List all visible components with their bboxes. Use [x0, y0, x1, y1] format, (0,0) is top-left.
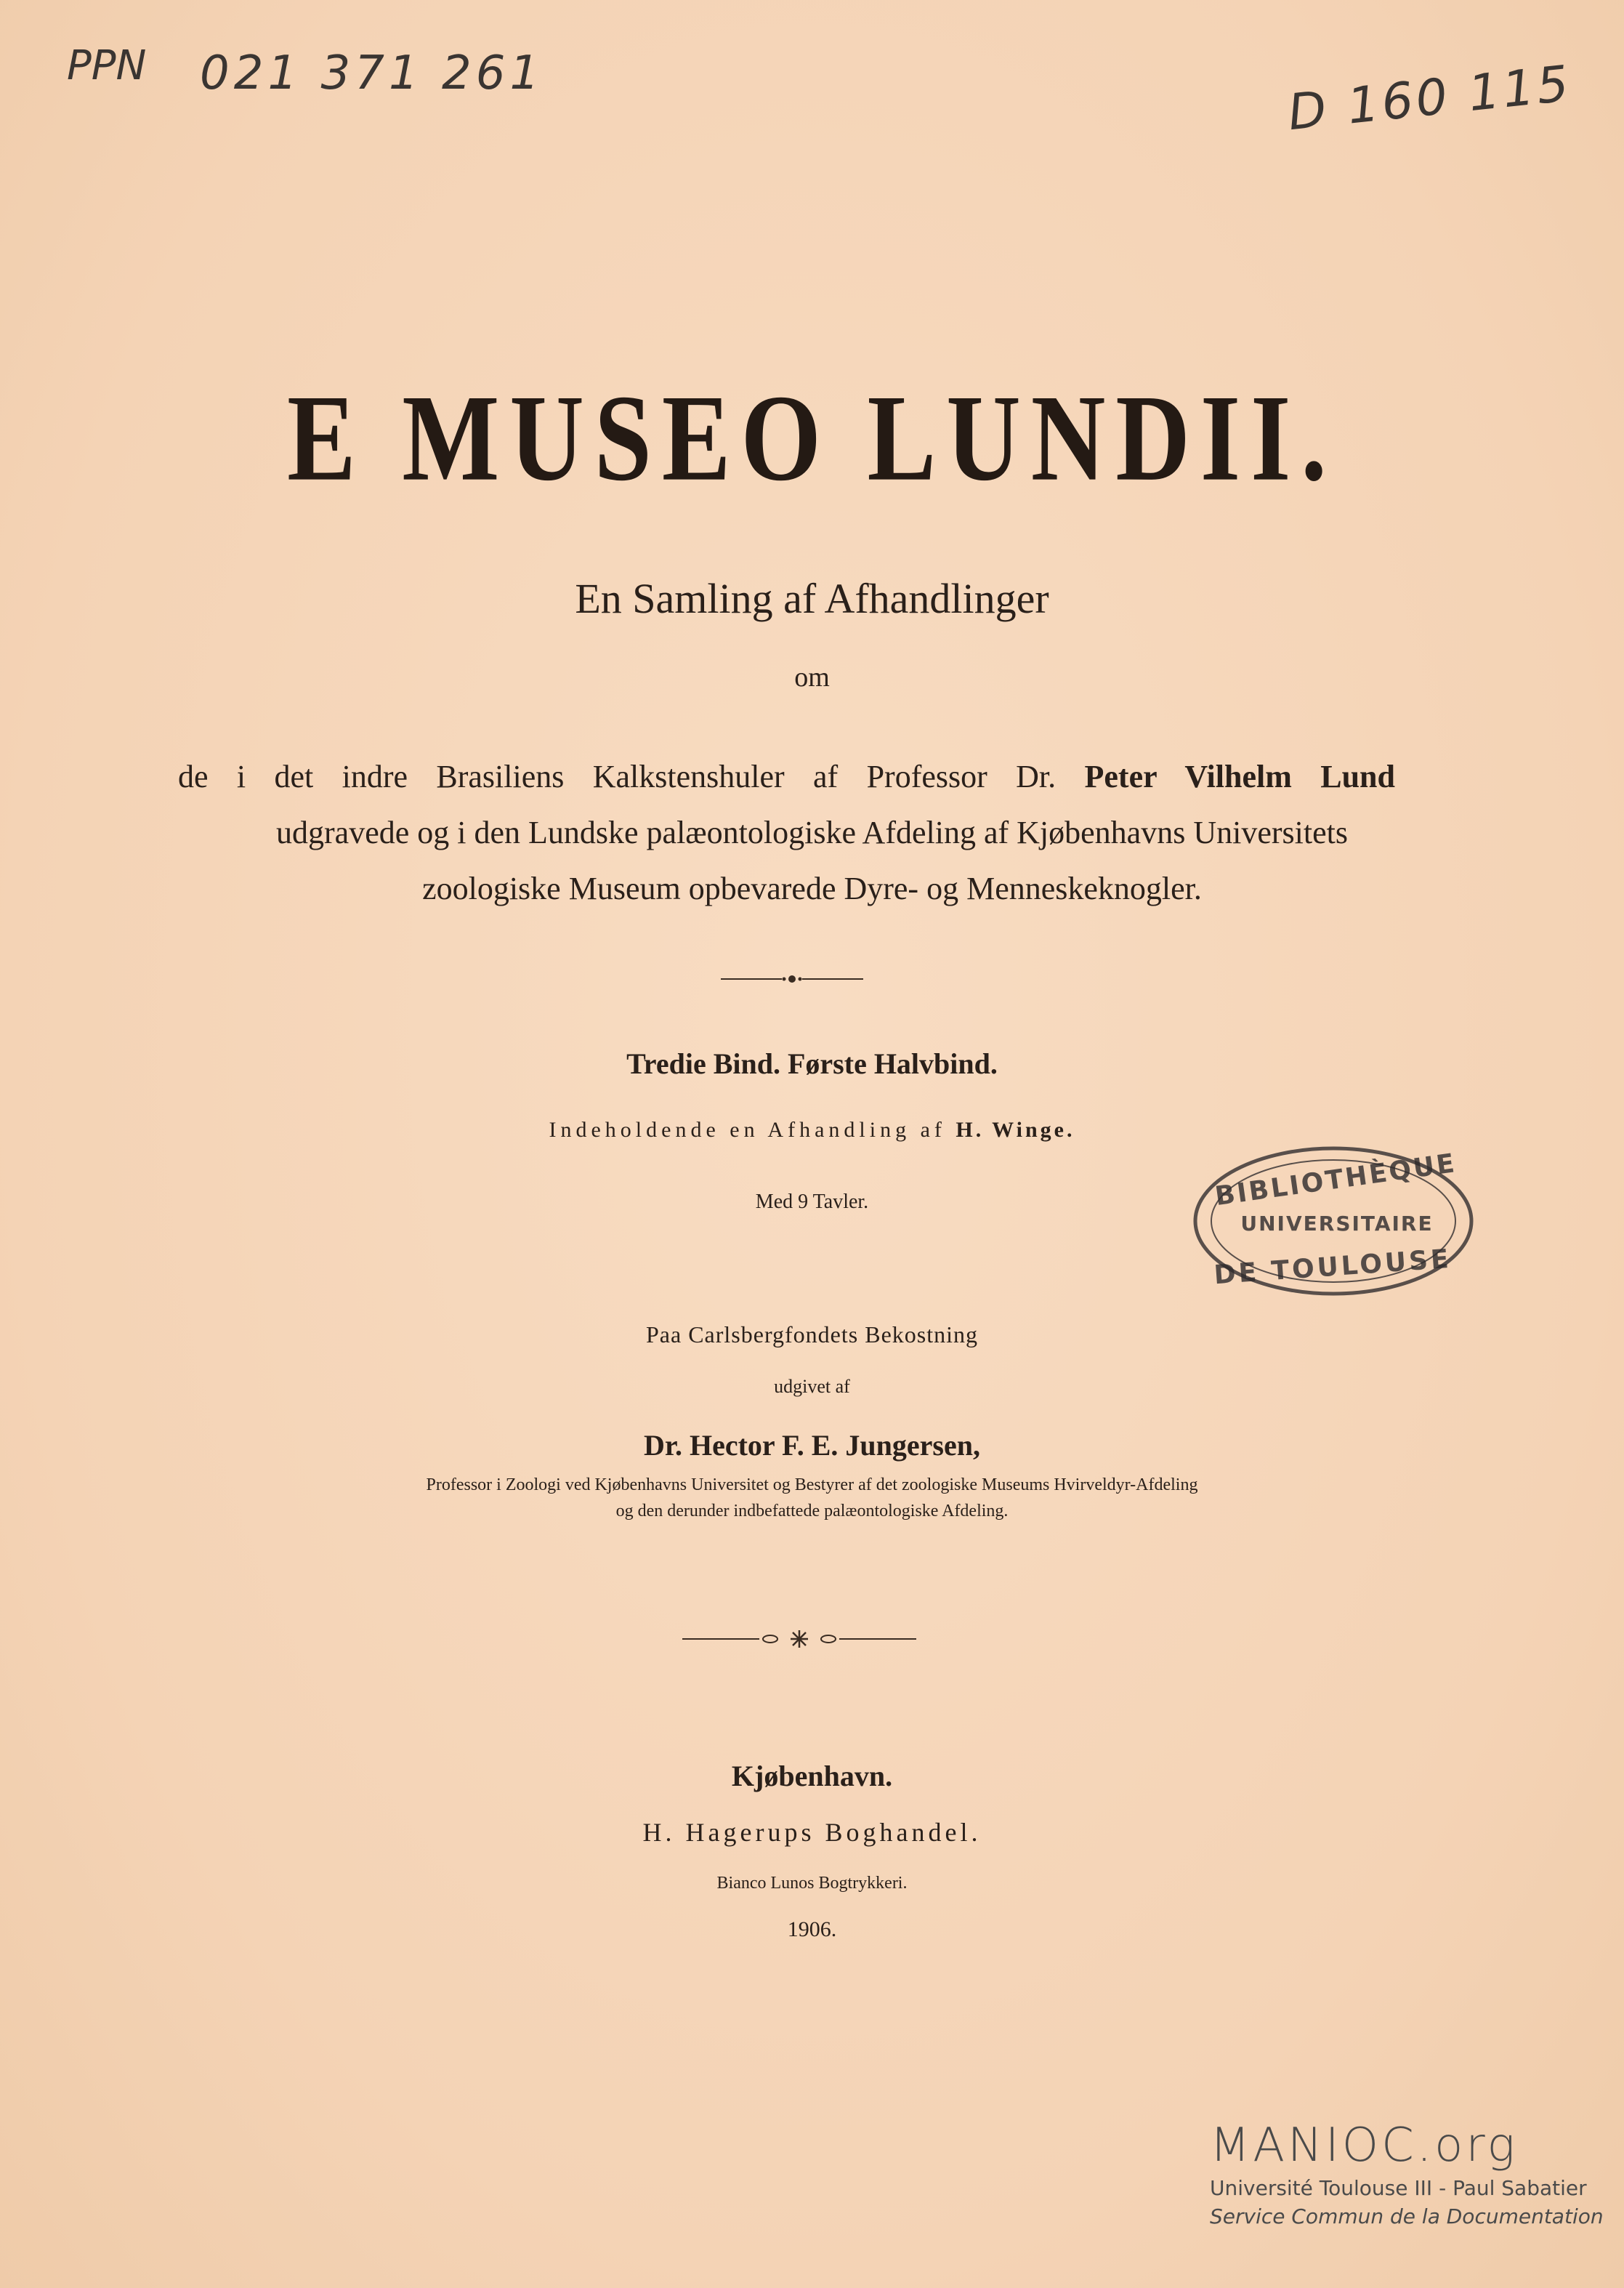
shelfmark: D 160 115: [1285, 55, 1575, 142]
connector-word: om: [794, 662, 830, 693]
manioc-service: Service Commun de la Documentation: [1210, 2204, 1604, 2228]
book-title: E MUSEO LUNDII.: [287, 368, 1337, 507]
editor-title-line-2: og den derunder indbefattede palæontologiske Afdeling.: [615, 1502, 1009, 1520]
subtitle: En Samling af Afhandlinger: [575, 575, 1049, 622]
description-line-1-text: de i det indre Brasiliens Kalkstenshuler af Professor Dr.: [178, 759, 1057, 794]
manioc-logo: MANIOC.org: [1210, 2119, 1518, 2172]
editor-title-line-1: Professor i Zoologi ved Kjøbenhavns Universitet og Bestyrer af det zoologiske Museums Hvirveldyr-Afdeling: [426, 1475, 1198, 1494]
editor-name: Dr. Hector F. E. Jungersen,: [644, 1429, 980, 1462]
contents-prefix: Indeholdende en Afhandling af: [549, 1118, 946, 1142]
description-line-2: udgravede og i den Lundske palæontologiske Afdeling af Kjøbenhavns Universitets: [276, 815, 1348, 850]
author-winge: H. Winge.: [956, 1118, 1075, 1142]
divider-ornament-top: [719, 970, 865, 988]
stamp-line-2: UNIVERSITAIRE: [1240, 1212, 1434, 1236]
funding-note: Paa Carlsbergfondets Bekostning: [645, 1321, 978, 1348]
stamp-line-3: DE TOULOUSE: [1213, 1244, 1453, 1291]
publication-city: Kjøbenhavn.: [731, 1760, 893, 1792]
divider-ornament-bottom: [679, 1628, 919, 1650]
published-by: udgivet af: [774, 1376, 850, 1397]
volume-info: Tredie Bind. Første Halvbind.: [626, 1047, 998, 1080]
author-lund: Peter Vilhelm Lund: [1084, 759, 1396, 794]
description-line-3: zoologiske Museum opbevarede Dyre- og Menneskeknogler.: [422, 871, 1202, 906]
publication-year: 1906.: [787, 1917, 837, 1941]
plates-note: Med 9 Tavler.: [755, 1191, 869, 1213]
printer: Bianco Lunos Bogtrykkeri.: [716, 1874, 908, 1893]
manioc-institution: Université Toulouse III - Paul Sabatier: [1210, 2176, 1587, 2200]
publisher: H. Hagerups Boghandel.: [642, 1818, 982, 1847]
library-stamp: [1188, 1137, 1479, 1312]
description-line-1: [178, 758, 1395, 795]
manioc-watermark: [1210, 2119, 1604, 2228]
stamp-line-1: BIBLIOTHÈQUE: [1213, 1148, 1459, 1212]
ppn-number: 021 371 261: [200, 47, 544, 100]
ppn-label: PPN: [67, 42, 147, 89]
